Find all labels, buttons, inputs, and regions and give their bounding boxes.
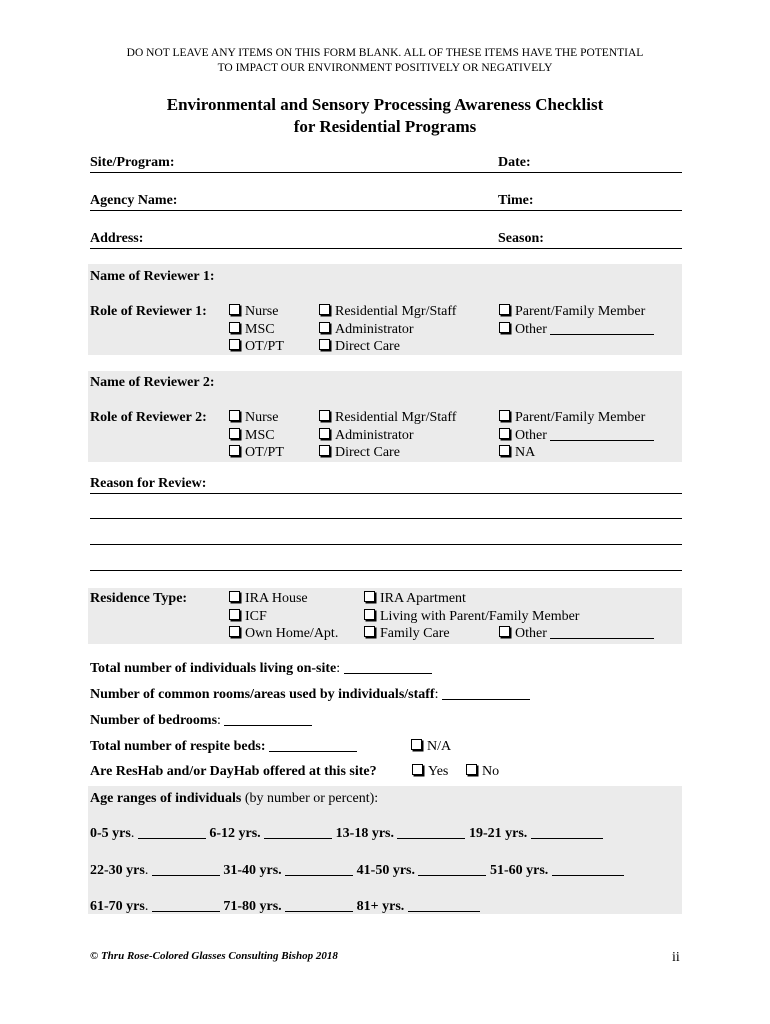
checkbox-icon[interactable]: [229, 322, 240, 333]
reason-line-3[interactable]: [90, 544, 682, 545]
age-field[interactable]: [408, 899, 480, 912]
reviewer-2-option[interactable]: MSC: [229, 427, 284, 445]
page-title: [0, 94, 770, 138]
residence-option[interactable]: IRA Apartment: [364, 590, 579, 608]
form-notice: [0, 46, 770, 76]
checkbox-icon[interactable]: [319, 445, 330, 456]
other-blank[interactable]: [550, 428, 654, 441]
residence-option[interactable]: ICF: [229, 608, 338, 626]
reviewer-1-role-label: Role of Reviewer 1:: [90, 304, 207, 319]
residence-option-other[interactable]: Other: [499, 625, 654, 643]
checkbox-icon[interactable]: [229, 304, 240, 315]
site-program-label: Site/Program:: [90, 155, 175, 170]
checkbox-icon[interactable]: [499, 445, 510, 456]
checkbox-icon[interactable]: [319, 304, 330, 315]
age-field[interactable]: [418, 863, 486, 876]
checkbox-icon[interactable]: [319, 322, 330, 333]
reviewer-2-option[interactable]: Direct Care: [319, 444, 456, 462]
age-field[interactable]: [285, 899, 353, 912]
checkbox-icon[interactable]: [499, 322, 510, 333]
age-field[interactable]: [152, 863, 220, 876]
agency-name-field[interactable]: [90, 210, 682, 211]
residence-option[interactable]: Family Care: [364, 625, 579, 643]
respite-beds-field[interactable]: [269, 739, 357, 752]
reviewer-1-option[interactable]: MSC: [229, 321, 284, 339]
reviewer-2-option[interactable]: Parent/Family Member: [499, 409, 654, 427]
common-rooms-field[interactable]: [442, 687, 530, 700]
checkbox-icon[interactable]: [411, 739, 422, 750]
checkbox-icon[interactable]: [229, 445, 240, 456]
reviewer-1-option[interactable]: Other: [499, 321, 654, 339]
age-field[interactable]: [397, 826, 465, 839]
season-label: Season:: [498, 231, 544, 246]
checkbox-icon[interactable]: [319, 428, 330, 439]
other-blank[interactable]: [550, 322, 654, 335]
checkbox-icon[interactable]: [466, 764, 477, 775]
reviewer-1-name-label: Name of Reviewer 1:: [90, 269, 215, 284]
time-label: Time:: [498, 193, 534, 208]
reviewer-1-col-3: [499, 303, 654, 338]
checkbox-icon[interactable]: [229, 410, 240, 421]
age-field[interactable]: [264, 826, 332, 839]
checkbox-icon[interactable]: [499, 626, 510, 637]
age-field[interactable]: [552, 863, 624, 876]
age-row-1: 0-5 yrs. 6-12 yrs. 13-18 yrs. 19-21 yrs.: [90, 825, 603, 843]
checkbox-icon[interactable]: [499, 428, 510, 439]
page-number: ii: [672, 950, 680, 965]
reviewer-1-option[interactable]: Administrator: [319, 321, 456, 339]
reason-line-4[interactable]: [90, 570, 682, 571]
reviewer-2-role-label: Role of Reviewer 2:: [90, 410, 207, 425]
age-ranges-label: Age ranges of individuals (by number or percent):: [90, 791, 379, 806]
total-individuals-field[interactable]: [344, 661, 432, 674]
age-field[interactable]: [531, 826, 603, 839]
reviewer-2-option[interactable]: OT/PT: [229, 444, 284, 462]
reason-for-review-label: Reason for Review:: [90, 476, 207, 491]
bedrooms-question: Number of bedrooms:: [90, 712, 312, 730]
checkbox-icon[interactable]: [364, 609, 375, 620]
reason-line-2[interactable]: [90, 518, 682, 519]
residence-option[interactable]: Own Home/Apt.: [229, 625, 338, 643]
checkbox-icon[interactable]: [229, 339, 240, 350]
common-rooms-question: Number of common rooms/areas used by individuals/staff:: [90, 686, 530, 704]
reshab-question: Are ResHab and/or DayHab offered at this site?: [90, 764, 377, 779]
reviewer-2-col-1: [229, 409, 284, 462]
reviewer-2-col-3: [499, 409, 654, 462]
age-row-3: 61-70 yrs. 71-80 yrs. 81+ yrs.: [90, 898, 480, 916]
residence-type-label: Residence Type:: [90, 591, 188, 606]
age-field[interactable]: [152, 899, 220, 912]
checkbox-icon[interactable]: [229, 626, 240, 637]
reviewer-2-option[interactable]: Residential Mgr/Staff: [319, 409, 456, 427]
bedrooms-field[interactable]: [224, 713, 312, 726]
checkbox-icon[interactable]: [412, 764, 423, 775]
checkbox-icon[interactable]: [229, 609, 240, 620]
reviewer-1-option[interactable]: Parent/Family Member: [499, 303, 654, 321]
respite-beds-question: Total number of respite beds:: [90, 738, 357, 756]
age-field[interactable]: [285, 863, 353, 876]
reviewer-2-col-2: [319, 409, 456, 462]
other-blank[interactable]: [550, 626, 654, 639]
notice-line-2: TO IMPACT OUR ENVIRONMENT POSITIVELY OR NEGATIVELY: [217, 62, 553, 74]
site-program-field[interactable]: [90, 172, 682, 173]
reviewer-1-option[interactable]: Residential Mgr/Staff: [319, 303, 456, 321]
reviewer-2-option[interactable]: Administrator: [319, 427, 456, 445]
checkbox-icon[interactable]: [319, 339, 330, 350]
reviewer-1-col-1: [229, 303, 284, 356]
checkbox-icon[interactable]: [499, 304, 510, 315]
reviewer-1-option[interactable]: OT/PT: [229, 338, 284, 356]
checkbox-icon[interactable]: [229, 591, 240, 602]
checkbox-icon[interactable]: [319, 410, 330, 421]
residence-col-1: [229, 590, 338, 643]
reviewer-2-name-label: Name of Reviewer 2:: [90, 375, 215, 390]
age-row-2: 22-30 yrs. 31-40 yrs. 41-50 yrs. 51-60 yrs.: [90, 862, 624, 880]
agency-name-label: Agency Name:: [90, 193, 178, 208]
footer-copyright: © Thru Rose-Colored Glasses Consulting Bishop 2018: [90, 950, 338, 962]
reviewer-1-option[interactable]: Nurse: [229, 303, 284, 321]
address-label: Address:: [90, 231, 144, 246]
checkbox-icon[interactable]: [229, 428, 240, 439]
reviewer-1-option[interactable]: Direct Care: [319, 338, 456, 356]
reviewer-1-col-2: [319, 303, 456, 356]
total-individuals-question: Total number of individuals living on-site:: [90, 660, 432, 678]
title-line-2: for Residential Programs: [293, 117, 477, 136]
reviewer-2-option[interactable]: Other: [499, 427, 654, 445]
reviewer-2-option[interactable]: Nurse: [229, 409, 284, 427]
respite-na-option[interactable]: N/A: [411, 738, 451, 756]
residence-option[interactable]: IRA House: [229, 590, 338, 608]
age-field[interactable]: [138, 826, 206, 839]
address-field[interactable]: [90, 248, 682, 249]
date-label: Date:: [498, 155, 531, 170]
reshab-yes-option[interactable]: Yes: [412, 763, 448, 781]
residence-option[interactable]: Living with Parent/Family Member: [364, 608, 579, 626]
title-line-1: Environmental and Sensory Processing Awareness Checklist: [166, 95, 604, 114]
checkbox-icon[interactable]: [499, 410, 510, 421]
reason-line-1[interactable]: [90, 493, 682, 494]
reshab-no-option[interactable]: No: [466, 763, 499, 781]
notice-line-1: DO NOT LEAVE ANY ITEMS ON THIS FORM BLANK. ALL OF THESE ITEMS HAVE THE POTENTIAL: [126, 47, 644, 59]
reviewer-2-option[interactable]: NA: [499, 444, 654, 462]
checkbox-icon[interactable]: [364, 591, 375, 602]
checkbox-icon[interactable]: [364, 626, 375, 637]
